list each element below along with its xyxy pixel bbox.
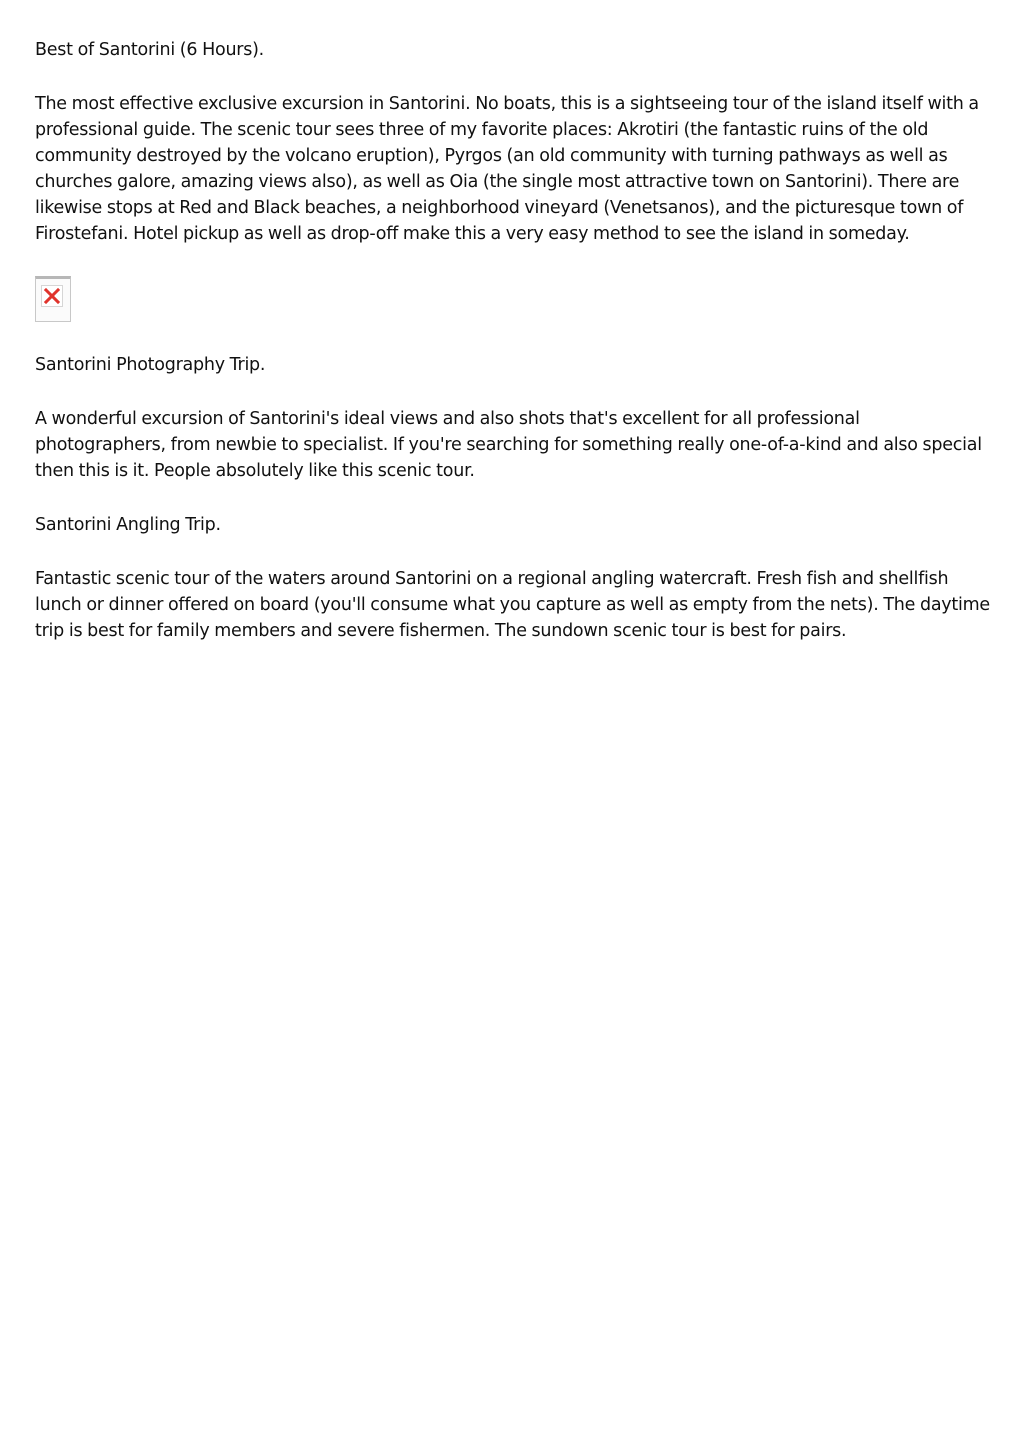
section-body-angling-trip: Fantastic scenic tour of the waters around Santorini on a regional angling watercraft. Fresh fish and shellfish lunch or dinner offered on board (you'll consume what you capture as well as empty from the nets). The daytime trip is best for family members and severe fishermen. The sundown scenic tour is best for pairs. bbox=[35, 569, 990, 641]
section-title-angling-trip: Santorini Angling Trip. bbox=[35, 515, 221, 535]
section-body-best-of-santorini: The most effective exclusive excursion in Santorini. No boats, this is a sightseeing tour of the island itself with a professional guide. The scenic tour sees three of my favorite places: Akrotiri (the fantastic ruins of the old community destroyed by the volcano eruption), Pyrgos (an old community with turning pathways as well as churches galore, amazing views also), as well as Oia (the single most attractive town on Santorini). There are likewise stops at Red and Black beaches, a neighborhood vineyard (Venetsanos), and the picturesque town of Firostefani. Hotel pickup as well as drop-off make this a very easy method to see the island in someday. bbox=[35, 94, 979, 244]
broken-image-placeholder bbox=[35, 276, 71, 322]
red-x-icon bbox=[44, 288, 60, 304]
section-title-best-of-santorini: Best of Santorini (6 Hours). bbox=[35, 40, 264, 60]
document-page bbox=[35, 37, 990, 644]
broken-image-icon bbox=[41, 285, 63, 307]
section-title-photography-trip: Santorini Photography Trip. bbox=[35, 355, 266, 375]
section-body-photography-trip: A wonderful excursion of Santorini's ideal views and also shots that's excellent for all professional photographers, from newbie to specialist. If you're searching for something really one-of-a-kind and also special then this is it. People absolutely like this scenic tour. bbox=[35, 409, 982, 481]
